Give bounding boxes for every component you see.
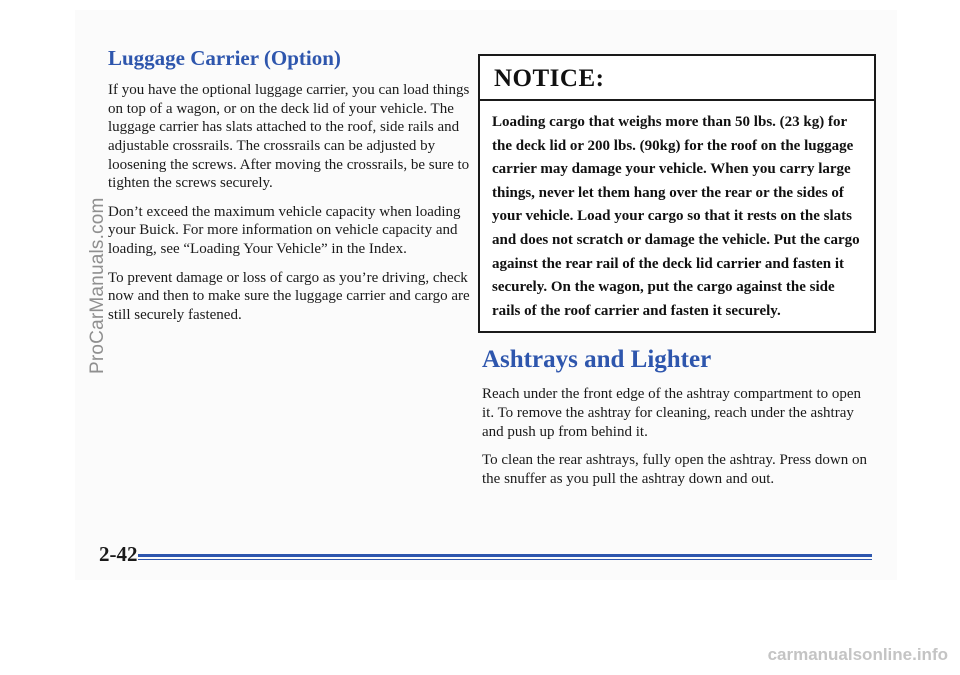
luggage-paragraph-3: To prevent damage or loss of cargo as you’re driving, check now and then to make sure the luggage carrier and cargo are still securely fastened. — [108, 269, 470, 323]
ashtrays-heading: Ashtrays and Lighter — [482, 346, 712, 374]
luggage-paragraph-2: Don’t exceed the maximum vehicle capacity when loading your Buick. For more information on vehicle capacity and loading, see “Loading Your Vehicle” in the Index. — [108, 203, 461, 257]
luggage-paragraph-1: If you have the optional luggage carrier, you can load things on top of a wagon, or on the deck lid of your vehicle. The luggage carrier has slats attached to the roof, side rails and adjustable crossrails. The crossrails can be adjusted by loosening the screws. After moving the crossrails, be sure to tighten the screws securely. — [108, 82, 470, 192]
ashtrays-paragraph-1: Reach under the front edge of the ashtray compartment to open it. To remove the ashtray for cleaning, reach under the ashtray and push up from behind it. — [482, 386, 862, 440]
luggage-carrier-section — [108, 46, 480, 334]
ashtrays-paragraph-2: To clean the rear ashtrays, fully open the ashtray. Press down on the snuffer as you pull the ashtray down and out. — [482, 452, 867, 487]
notice-body: Loading cargo that weighs more than 50 lbs. (23 kg) for the deck lid or 200 lbs. (90kg) for the roof on the luggage carrier may damage your vehicle. When you carry large things, never let them hang over the rear or the sides of your vehicle. Load your cargo so that it rests on the slats and does not scratch or damage the vehicle. Put the cargo against the rear rail of the deck lid carrier and fasten it securely. On the wagon, put the cargo against the side rails of the roof carrier and fasten it securely. — [492, 114, 860, 319]
notice-box — [478, 54, 876, 333]
notice-header — [480, 56, 874, 101]
notice-title: NOTICE: — [494, 65, 605, 92]
luggage-carrier-heading: Luggage Carrier (Option) — [108, 46, 341, 70]
manual-page — [75, 10, 897, 580]
right-column — [478, 54, 876, 498]
ashtrays-section — [478, 345, 876, 488]
footer-rule — [138, 554, 872, 557]
site-watermark: carmanualsonline.info — [767, 645, 948, 664]
procarmanuals-watermark: ProCarManuals.com — [87, 197, 108, 374]
page-number: 2-42 — [99, 542, 138, 566]
footer-rule-thin — [138, 559, 872, 560]
